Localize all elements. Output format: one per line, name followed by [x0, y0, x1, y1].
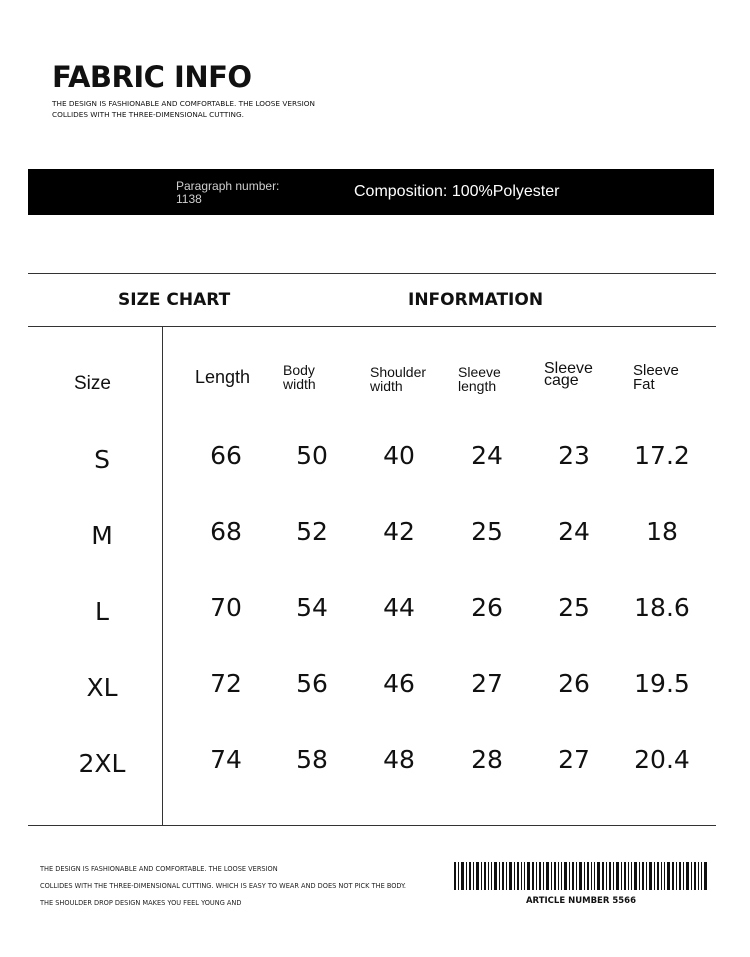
composition-text: Composition: 100%Polyester: [354, 183, 560, 200]
table-cell: 68: [210, 517, 242, 546]
paragraph-number: [176, 180, 306, 206]
tagline: [52, 98, 315, 120]
table-cell: 26: [471, 593, 503, 622]
chart-bottom-rule: [28, 825, 716, 826]
table-cell: 40: [383, 441, 415, 470]
table-cell: 48: [383, 745, 415, 774]
size-label-2xl: 2XL: [78, 749, 126, 778]
column-header-line: width: [370, 378, 403, 394]
size-chart-heading: SIZE CHART: [118, 290, 231, 310]
article-number: ARTICLE NUMBER 5566: [525, 896, 637, 906]
table-cell: 56: [296, 669, 328, 698]
table-cell: 25: [471, 517, 503, 546]
table-cell: 23: [558, 441, 590, 470]
table-cell: 70: [210, 593, 242, 622]
column-header-sleeve-length: [458, 365, 501, 393]
table-cell: 17.2: [634, 441, 690, 470]
table-cell: 24: [558, 517, 590, 546]
column-header-line: cage: [544, 372, 579, 389]
size-column-divider: [162, 326, 163, 825]
size-column-header: Size: [74, 373, 111, 394]
table-cell: 28: [471, 745, 503, 774]
size-label-xl: XL: [86, 673, 118, 702]
column-header-line: Fat: [633, 376, 655, 393]
table-cell: 18: [646, 517, 678, 546]
column-header-line: Sleeve: [633, 362, 679, 379]
column-header-line: Body: [283, 362, 315, 378]
table-cell: 50: [296, 441, 328, 470]
table-cell: 25: [558, 593, 590, 622]
column-header-line: Sleeve: [544, 360, 593, 377]
table-cell: 44: [383, 593, 415, 622]
paragraph-number-label: Paragraph number:: [176, 179, 280, 193]
footer-line-1: THE DESIGN IS FASHIONABLE AND COMFORTABLE. THE LOOSE VERSION: [40, 865, 278, 873]
tagline-line-2: COLLIDES WITH THE THREE-DIMENSIONAL CUTTING.: [52, 110, 244, 119]
size-label-m: M: [91, 521, 113, 550]
table-cell: 27: [471, 669, 503, 698]
table-cell: 27: [558, 745, 590, 774]
barcode-icon: [454, 862, 708, 890]
column-header-shoulder-width: [370, 365, 426, 393]
column-header-line: Sleeve: [458, 364, 501, 380]
column-header-sleeve-fat: [633, 364, 679, 392]
table-cell: 24: [471, 441, 503, 470]
column-header-line: Shoulder: [370, 364, 427, 380]
table-cell: 52: [296, 517, 328, 546]
table-cell: 42: [383, 517, 415, 546]
column-header-sleeve-cage: [544, 360, 593, 389]
column-header-line: width: [283, 376, 316, 392]
table-cell: 74: [210, 745, 242, 774]
size-label-s: S: [94, 445, 110, 474]
column-header-length: [195, 367, 250, 388]
table-cell: 26: [558, 669, 590, 698]
header-divider: [28, 326, 716, 327]
table-cell: 18.6: [634, 593, 690, 622]
tagline-line-1: THE DESIGN IS FASHIONABLE AND COMFORTABLE. THE LOOSE VERSION: [52, 99, 315, 108]
chart-top-rule: [28, 273, 716, 274]
table-cell: 54: [296, 593, 328, 622]
information-heading: INFORMATION: [408, 290, 544, 310]
table-cell: 19.5: [634, 669, 690, 698]
size-label-l: L: [95, 597, 109, 626]
footer-line-2: COLLIDES WITH THE THREE-DIMENSIONAL CUTTING. WHICH IS EASY TO WEAR AND DOES NOT PICK THE BODY.: [40, 882, 406, 890]
table-cell: 72: [210, 669, 242, 698]
table-cell: 20.4: [634, 745, 690, 774]
column-header-line: length: [458, 378, 497, 394]
table-cell: 46: [383, 669, 415, 698]
column-header-line: Length: [195, 367, 251, 387]
paragraph-number-value: 1138: [176, 192, 202, 206]
table-cell: 66: [210, 441, 242, 470]
page-title: FABRIC INFO: [52, 60, 252, 94]
table-cell: 58: [296, 745, 328, 774]
composition-band: [28, 169, 714, 215]
column-header-body-width: [283, 363, 316, 391]
footer-line-3: THE SHOULDER DROP DESIGN MAKES YOU FEEL YOUNG AND: [40, 899, 242, 907]
